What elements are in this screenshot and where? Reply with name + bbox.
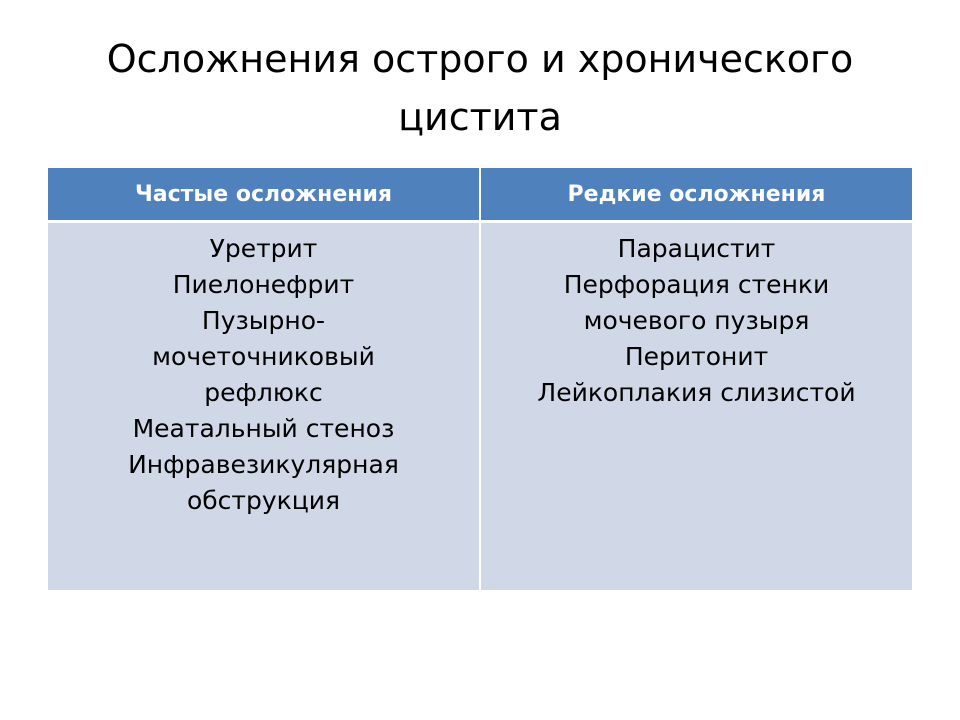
list-item: Парацистит bbox=[617, 234, 776, 263]
list-item: рефлюкс bbox=[204, 378, 323, 407]
header-rare-complications: Редкие осложнения bbox=[480, 168, 912, 222]
slide-title-line-2: цистита bbox=[398, 95, 562, 139]
table-row bbox=[48, 222, 912, 591]
list-item: Пиелонефрит bbox=[172, 270, 355, 299]
list-item: Инфравезикулярная bbox=[128, 450, 399, 479]
list-item: Уретрит bbox=[209, 234, 318, 263]
frequent-complications-cell bbox=[48, 222, 480, 591]
list-item: Лейкоплакия слизистой bbox=[537, 378, 856, 407]
list-item: мочеточниковый bbox=[152, 342, 375, 371]
list-item: Перфорация стенки bbox=[563, 270, 830, 299]
list-item: Пузырно- bbox=[201, 306, 326, 335]
list-item: Перитонит bbox=[624, 342, 769, 371]
complications-table bbox=[48, 168, 912, 590]
header-frequent-complications: Частые осложнения bbox=[48, 168, 480, 222]
list-item: мочевого пузыря bbox=[583, 306, 810, 335]
list-item: Меатальный стеноз bbox=[132, 414, 395, 443]
slide-title bbox=[40, 30, 920, 146]
table-header-row bbox=[48, 168, 912, 222]
rare-complications-cell bbox=[480, 222, 912, 591]
slide-title-line-1: Осложнения острого и хронического bbox=[106, 37, 854, 81]
list-item: обструкция bbox=[186, 486, 341, 515]
